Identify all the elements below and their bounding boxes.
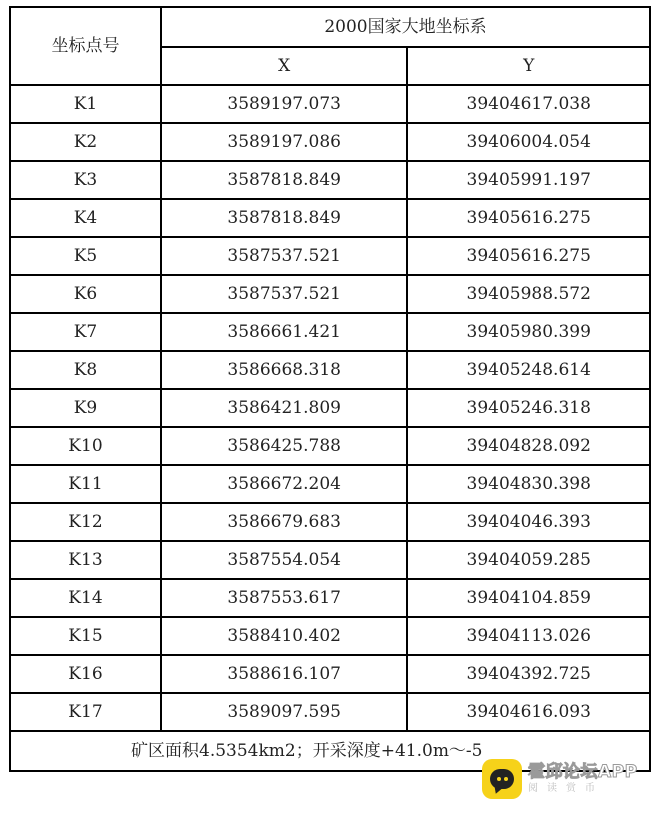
table-row	[10, 503, 650, 541]
cell-y-coordinate: 39404046.393	[407, 503, 650, 541]
table-row	[10, 465, 650, 503]
cell-x-coordinate: 3587554.054	[161, 541, 408, 579]
cell-y-coordinate: 39404830.398	[407, 465, 650, 503]
cell-x-coordinate: 3587818.849	[161, 199, 408, 237]
cell-x-coordinate: 3587553.617	[161, 579, 408, 617]
watermark-text	[528, 764, 638, 794]
table-row	[10, 161, 650, 199]
cell-y-coordinate: 39405991.197	[407, 161, 650, 199]
cell-point-number: K11	[10, 465, 161, 503]
coordinate-table	[9, 6, 651, 772]
cell-y-coordinate: 39404392.725	[407, 655, 650, 693]
cell-point-number: K17	[10, 693, 161, 731]
cell-y-coordinate: 39404828.092	[407, 427, 650, 465]
cell-point-number: K16	[10, 655, 161, 693]
cell-y-coordinate: 39404059.285	[407, 541, 650, 579]
watermark-subtitle: 阅读赏币	[528, 783, 604, 794]
cell-point-number: K8	[10, 351, 161, 389]
cell-x-coordinate: 3588616.107	[161, 655, 408, 693]
cell-point-number: K13	[10, 541, 161, 579]
cell-x-coordinate: 3586672.204	[161, 465, 408, 503]
app-watermark	[482, 757, 648, 801]
cell-x-coordinate: 3588410.402	[161, 617, 408, 655]
cell-y-coordinate: 39405246.318	[407, 389, 650, 427]
watermark-title: 霍邱论坛APP	[528, 762, 638, 782]
cell-point-number: K9	[10, 389, 161, 427]
cell-point-number: K5	[10, 237, 161, 275]
cell-x-coordinate: 3586421.809	[161, 389, 408, 427]
header-y: Y	[407, 47, 650, 85]
header-point-number: 坐标点号	[10, 7, 161, 85]
table-row	[10, 579, 650, 617]
cell-point-number: K12	[10, 503, 161, 541]
cell-point-number: K3	[10, 161, 161, 199]
watermark-logo	[482, 759, 522, 799]
cell-x-coordinate: 3586661.421	[161, 313, 408, 351]
table-row	[10, 237, 650, 275]
cell-x-coordinate: 3589197.086	[161, 123, 408, 161]
table-row	[10, 351, 650, 389]
cell-point-number: K15	[10, 617, 161, 655]
table-row	[10, 693, 650, 731]
cell-point-number: K7	[10, 313, 161, 351]
cell-y-coordinate: 39404617.038	[407, 85, 650, 123]
cell-x-coordinate: 3586679.683	[161, 503, 408, 541]
table-header	[10, 7, 650, 85]
table-row	[10, 199, 650, 237]
table-row	[10, 123, 650, 161]
table-row	[10, 85, 650, 123]
cell-x-coordinate: 3587537.521	[161, 237, 408, 275]
cell-point-number: K6	[10, 275, 161, 313]
chat-bubble-icon	[490, 769, 514, 789]
table-row	[10, 655, 650, 693]
header-coordinate-system: 2000国家大地坐标系	[161, 7, 650, 47]
table-row	[10, 617, 650, 655]
cell-y-coordinate: 39405988.572	[407, 275, 650, 313]
footer-note: 矿区面积4.5354km2；开采深度+41.0m～-5	[10, 731, 650, 771]
cell-point-number: K10	[10, 427, 161, 465]
cell-x-coordinate: 3589197.073	[161, 85, 408, 123]
header-row-top	[10, 7, 650, 47]
table-row	[10, 541, 650, 579]
cell-point-number: K14	[10, 579, 161, 617]
cell-x-coordinate: 3587537.521	[161, 275, 408, 313]
table-row	[10, 313, 650, 351]
cell-x-coordinate: 3589097.595	[161, 693, 408, 731]
table-row	[10, 275, 650, 313]
cell-y-coordinate: 39405980.399	[407, 313, 650, 351]
cell-y-coordinate: 39404104.859	[407, 579, 650, 617]
cell-y-coordinate: 39406004.054	[407, 123, 650, 161]
cell-point-number: K2	[10, 123, 161, 161]
cell-point-number: K4	[10, 199, 161, 237]
coordinate-table-wrapper	[9, 6, 651, 772]
cell-y-coordinate: 39405616.275	[407, 237, 650, 275]
table-body	[10, 85, 650, 731]
cell-y-coordinate: 39405616.275	[407, 199, 650, 237]
cell-y-coordinate: 39404616.093	[407, 693, 650, 731]
table-row	[10, 389, 650, 427]
cell-point-number: K1	[10, 85, 161, 123]
cell-x-coordinate: 3586425.788	[161, 427, 408, 465]
cell-y-coordinate: 39404113.026	[407, 617, 650, 655]
table-row	[10, 427, 650, 465]
cell-x-coordinate: 3586668.318	[161, 351, 408, 389]
cell-x-coordinate: 3587818.849	[161, 161, 408, 199]
header-x: X	[161, 47, 408, 85]
cell-y-coordinate: 39405248.614	[407, 351, 650, 389]
